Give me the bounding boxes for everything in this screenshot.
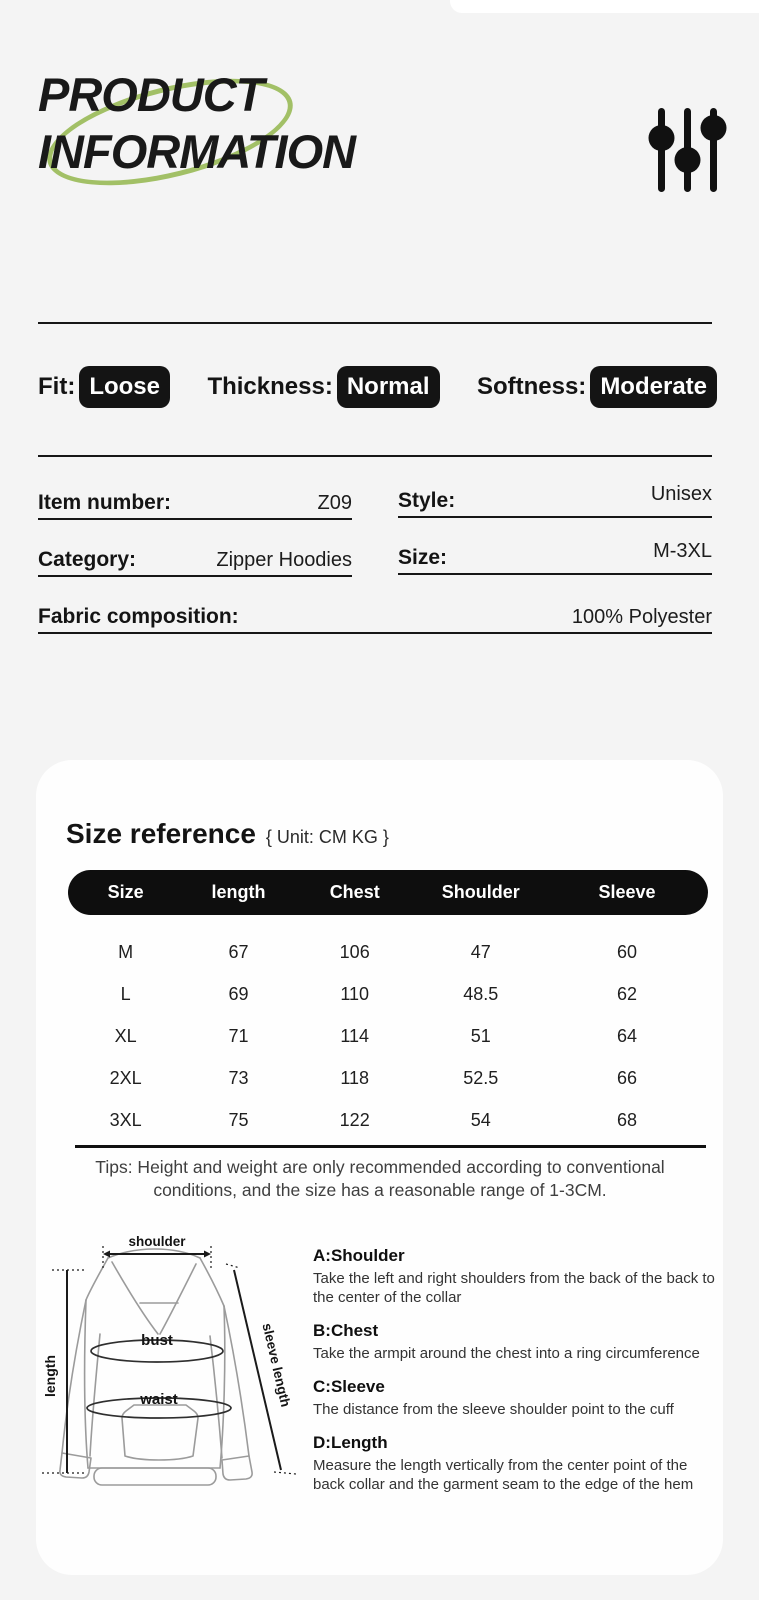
item-number-value: Z09 [317,492,352,514]
cell: 60 [616,941,638,962]
diagram-label-sleeve-length: sleeve length [259,1321,294,1409]
cell: 106 [339,941,370,962]
measure-guide [313,1246,717,1508]
cell: 73 [228,1067,249,1088]
guide-heading: B:Chest [313,1321,379,1340]
style-label: Style: [398,489,456,512]
cell: L [120,983,131,1004]
fabric-composition-value: 100% Polyester [571,606,712,628]
cell: 114 [340,1025,370,1046]
cell: M [118,941,134,962]
cell: 3XL [109,1109,142,1130]
cell: 110 [340,983,370,1004]
column-header-size: Size [107,882,144,902]
item-number-label: Item number: [38,491,172,514]
fabric-composition-label: Fabric composition: [38,605,239,628]
diagram-label-length: length [42,1355,58,1397]
cell: 2XL [109,1067,142,1088]
guide-heading: A:Shoulder [313,1246,405,1265]
guide-text: Take the armpit around the chest into a ring circumference [313,1345,700,1362]
guide-text: The distance from the sleeve shoulder point to the cuff [313,1401,674,1418]
column-header-sleeve: Sleeve [598,882,656,902]
cell: 54 [470,1109,491,1130]
cell: 48.5 [463,983,499,1004]
table-row-m [68,931,708,973]
guide-item-sleeve [313,1377,717,1419]
attribute-softness [477,366,717,408]
cell: 122 [339,1109,370,1130]
unit-note: { Unit: CM KG } [265,827,389,847]
attribute-row [38,364,717,410]
guide-text: Measure the length vertically from the center point of the back collar and the garment seam to the edge of the hem [313,1457,694,1493]
cell: 62 [616,983,638,1004]
attribute-fit [38,366,170,408]
table-bottom-rule [75,1145,706,1148]
cell: 66 [616,1067,638,1088]
attribute-thickness [207,366,439,408]
detail-item-number [38,486,352,520]
page-title-line1: PRODUCT [38,68,264,121]
column-header-length: length [211,882,266,902]
cell: 51 [470,1025,491,1046]
size-reference-card [36,760,723,1575]
guide-item-shoulder [313,1246,717,1307]
guide-item-chest [313,1321,717,1363]
fit-label: Fit: [38,373,76,400]
guide-heading: D:Length [313,1433,388,1452]
guide-item-length [313,1433,717,1494]
table-row-3xl [68,1099,708,1141]
page-title [38,66,355,180]
cell: 67 [228,941,249,962]
column-header-chest: Chest [329,882,380,902]
detail-size [398,541,712,575]
style-value: Unisex [650,483,712,505]
size-table [68,931,708,1141]
category-value: Zipper Hoodies [216,549,352,571]
category-label: Category: [38,548,137,571]
diagram-label-shoulder: shoulder [128,1234,186,1249]
cell: 68 [616,1109,638,1130]
detail-fabric-composition [38,600,712,634]
softness-badge: Moderate [590,366,717,408]
guide-text: Take the left and right shoulders from the back of the back to the center of the collar [313,1270,715,1306]
size-label: Size: [398,546,448,569]
diagram-label-bust: bust [141,1332,173,1349]
page-title-line2: INFORMATION [38,125,356,178]
divider-middle [38,455,712,457]
cell: 75 [228,1109,249,1130]
hoodie-measurement-diagram [38,1208,316,1508]
fit-badge: Loose [79,366,170,408]
detail-style [398,484,712,518]
cell: XL [114,1025,137,1046]
table-row-2xl [68,1057,708,1099]
sliders-icon [645,102,735,197]
cell: 47 [470,941,491,962]
table-row-xl [68,1015,708,1057]
thickness-badge: Normal [337,366,440,408]
diagram-label-waist: waist [140,1391,178,1408]
table-row-l [68,973,708,1015]
cell: 64 [616,1025,638,1046]
size-reference-title: Size reference [66,818,256,849]
cell: 118 [340,1067,370,1088]
column-header-shoulder: Shoulder [441,882,520,902]
softness-label: Softness: [476,373,587,400]
cell: 69 [228,983,249,1004]
top-white-strip [450,0,759,13]
tips-text: Tips: Height and weight are only recommended according to conventional conditions, and the size has a reasonable range of 1-3CM. [95,1157,665,1200]
size-table-header [68,870,708,915]
cell: 52.5 [463,1067,499,1088]
guide-heading: C:Sleeve [313,1377,385,1396]
thickness-label: Thickness: [207,373,333,400]
cell: 71 [228,1025,249,1046]
divider-top [38,322,712,324]
detail-category [38,543,352,577]
size-reference-header [66,818,389,850]
size-value: M-3XL [653,540,712,562]
